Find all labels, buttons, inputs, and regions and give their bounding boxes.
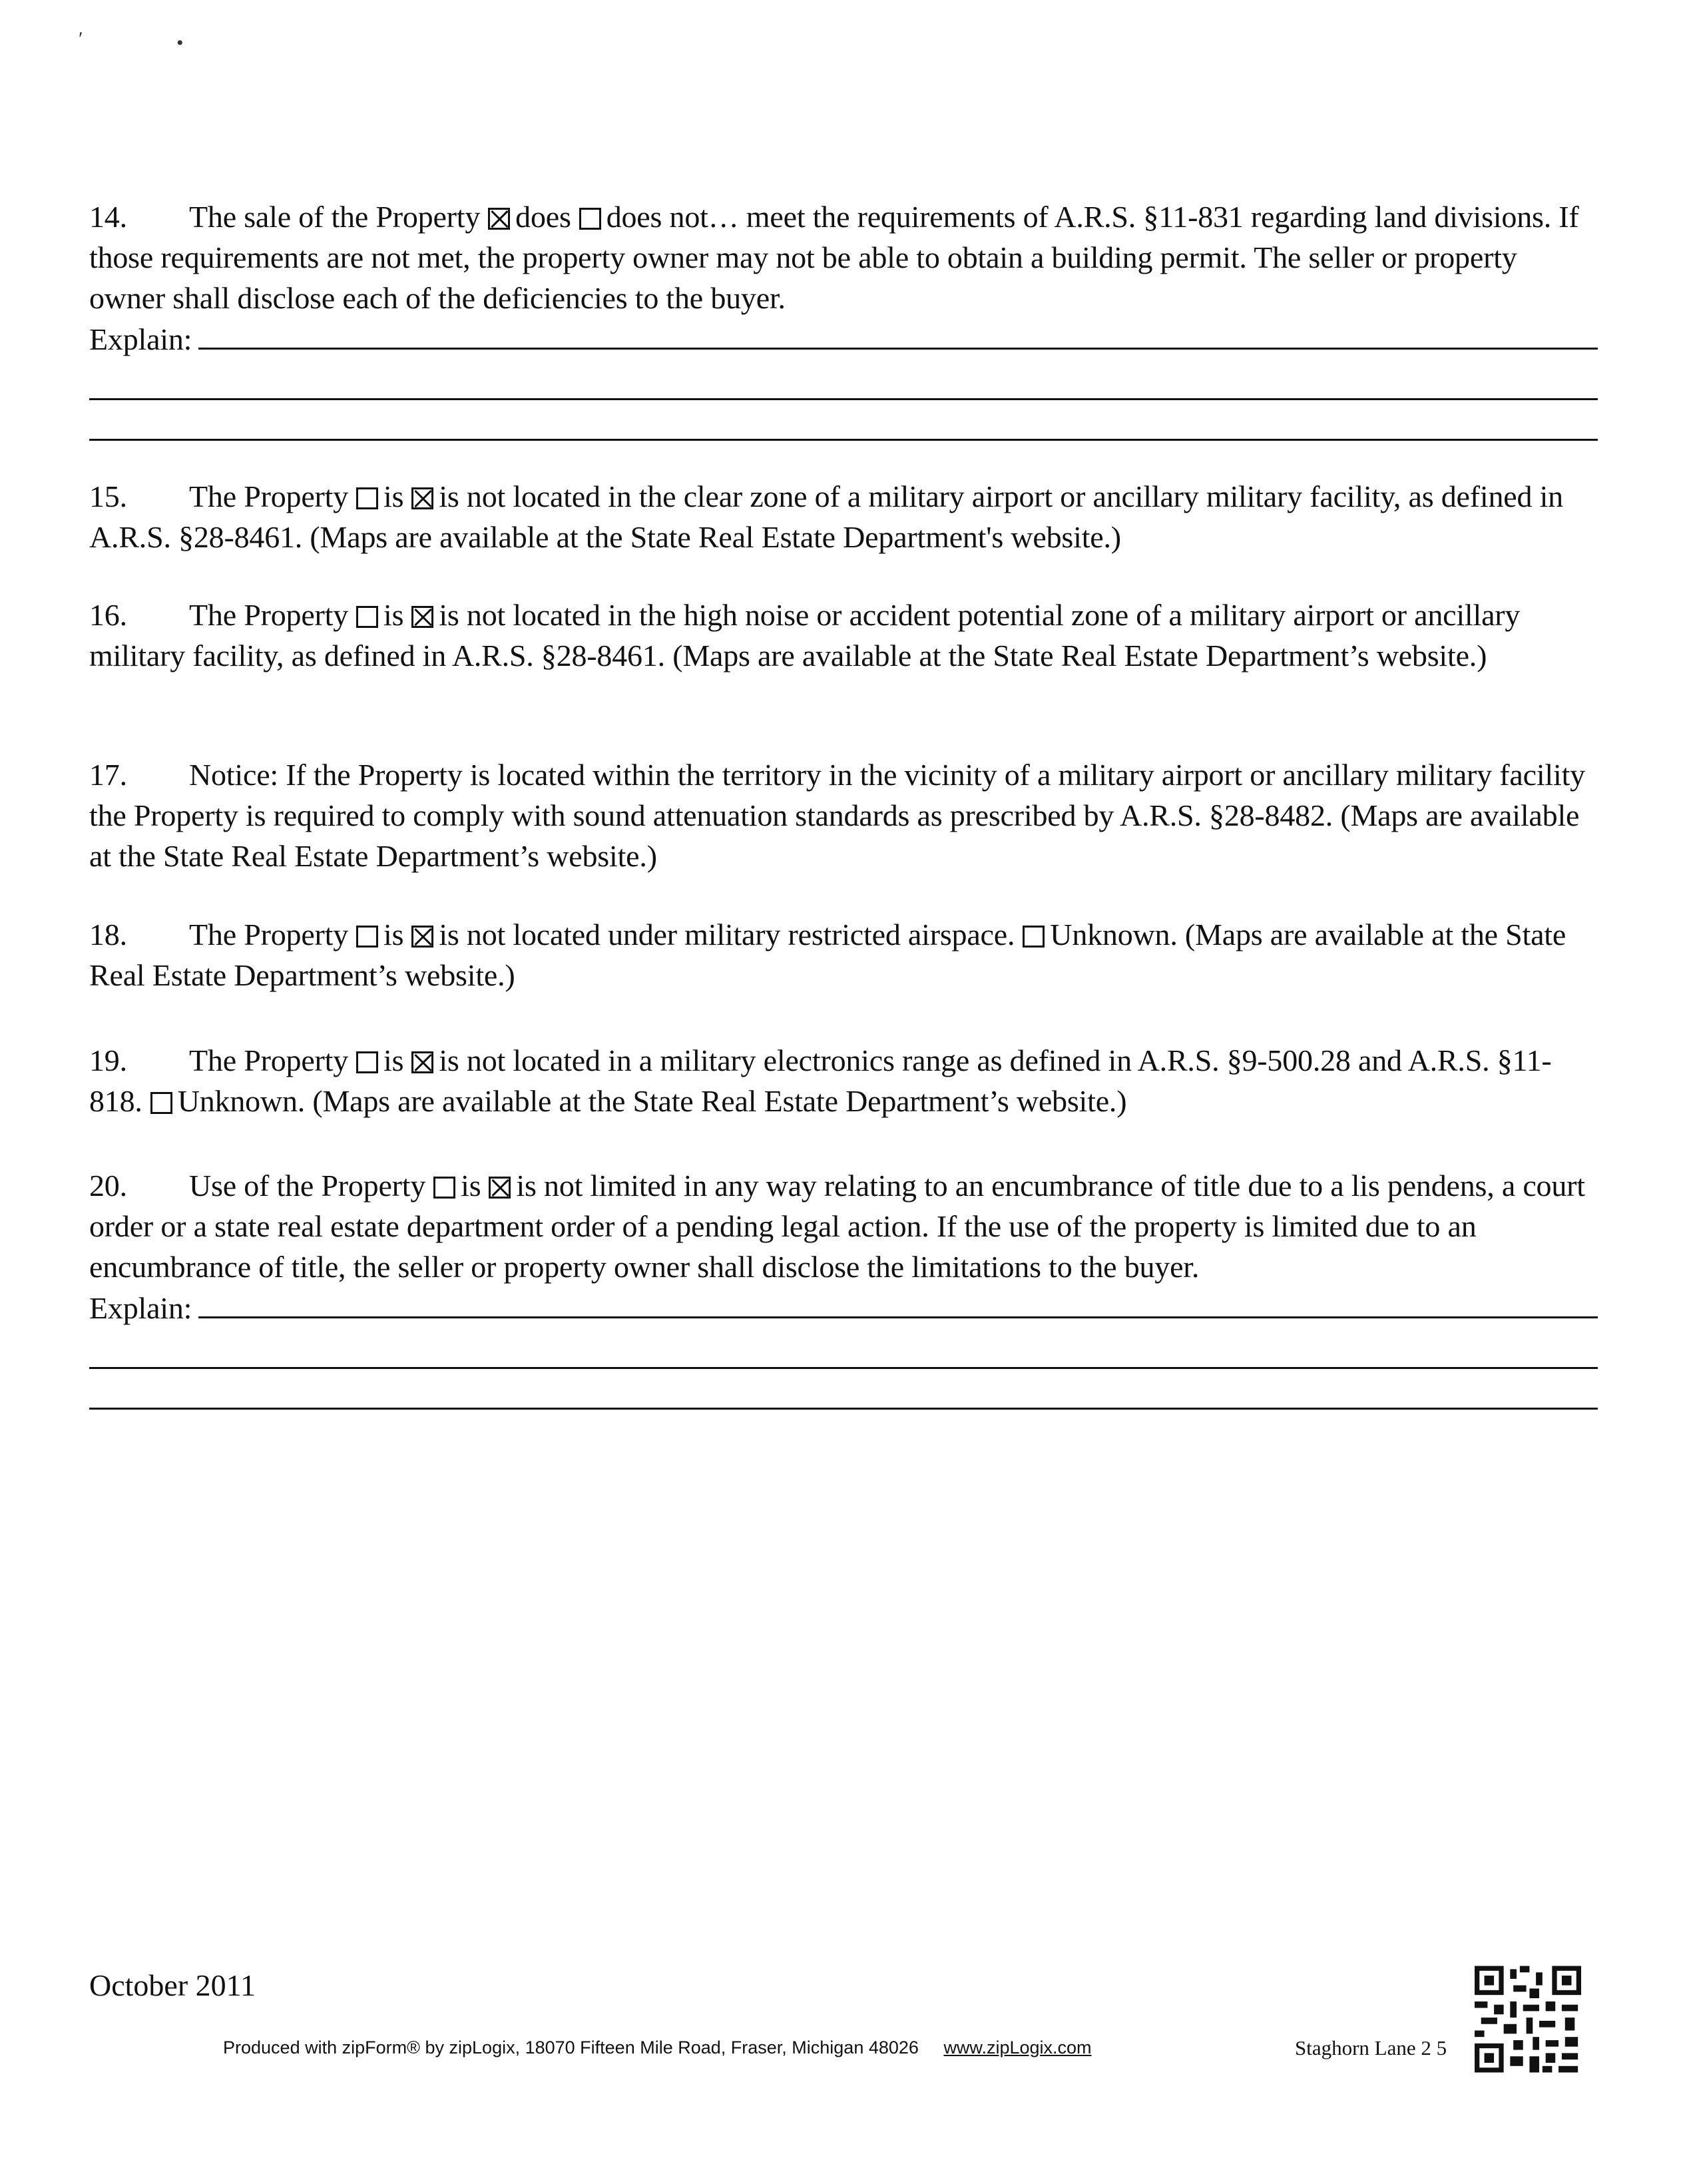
item-text [89,754,1598,876]
unchecked-checkbox[interactable] [1023,926,1045,948]
item-14 [89,196,1598,441]
item-20 [89,1165,1598,1410]
item-text [89,1040,1598,1121]
explain-label: Explain: [89,1291,192,1325]
item-text-segment: is not located under military restricted airspace. [439,918,1015,952]
explain-label: Explain: [89,322,192,356]
item-number: 17. [89,758,127,792]
item-text-segment: does not… meet the requirements of A.R.S. §11-831 regarding land divisions. If those requirements are not met, the property owner may not be able to obtain a building permit. The seller or property owner shall disclose each of the deficiencies to the buyer. [89,200,1579,315]
form-date: October 2011 [89,1968,256,2002]
item-text [89,476,1598,557]
item-15 [89,476,1598,557]
item-16 [89,595,1598,676]
explain-field[interactable] [89,318,1598,360]
item-text-segment: is not limited in any way relating to an encumbrance of title due to a lis pendens, a court order or a state real estate department order of a pending legal action. If the use of the property is limited due to an encumbrance of title, the seller or property owner shall disclose the limitations to the buyer. [89,1169,1585,1284]
item-text [89,595,1598,676]
item-number: 15. [89,479,127,513]
item-number: 19. [89,1043,127,1077]
explain-field[interactable] [89,1287,1598,1328]
item-number: 20. [89,1169,127,1203]
unchecked-checkbox[interactable] [356,926,378,948]
unchecked-checkbox[interactable] [356,1051,378,1073]
scan-mark: • [176,32,184,54]
explain-line[interactable] [89,400,1598,441]
explain-line[interactable] [198,1287,1598,1318]
item-18 [89,914,1598,995]
item-number: 16. [89,598,127,632]
item-text-segment: is [383,598,404,632]
item-text-segment: The Property [189,1043,349,1077]
explain-line[interactable] [89,1328,1598,1369]
ziplogix-link[interactable]: www.zipLogix.com [943,2038,1092,2057]
item-text [89,1165,1598,1287]
unchecked-checkbox[interactable] [150,1092,172,1114]
produced-with-text: Produced with zipForm® by zipLogix, 18070 Fifteen Mile Road, Fraser, Michigan 48026 [223,2038,919,2057]
checked-checkbox[interactable] [489,1177,511,1199]
explain-line[interactable] [89,1369,1598,1410]
item-text-segment: The Property [189,918,349,952]
item-text-segment: The sale of the Property [189,200,481,234]
checked-checkbox[interactable] [411,926,433,948]
item-text-segment: The Property [189,479,349,513]
item-text-segment: is not located in the high noise or accident potential zone of a military airport or ancillary military facility, as defined in A.R.S. §28-8461. (Maps are available at the State Real Estate Department’s website.) [89,598,1521,673]
checked-checkbox[interactable] [411,1051,433,1073]
checked-checkbox[interactable] [411,606,433,628]
item-text-segment: is [383,918,404,952]
item-text-segment: is [383,1043,404,1077]
item-text-segment: is [383,479,404,513]
item-text-segment: is [461,1169,481,1203]
unchecked-checkbox[interactable] [356,487,378,509]
item-text-segment: is not located in a military electronics range as defined in A.R.S. §9-500.28 and A.R.S. §11-818. [89,1043,1552,1118]
unchecked-checkbox[interactable] [433,1177,455,1199]
item-text-segment: Use of the Property [189,1169,426,1203]
item-text-segment: Notice: If the Property is located within the territory in the vicinity of a military airport or ancillary military facility the Property is required to comply with sound attenuation standards as prescribed by A.R.S. §28-8482. (Maps are available at the State Real Estate Department’s website.) [89,758,1585,873]
producer-footer [223,2038,1092,2058]
qr-code-icon [1475,1964,1581,2074]
checked-checkbox[interactable] [488,208,510,230]
item-text-segment: Unknown. (Maps are available at the State Real Estate Department’s website.) [177,1084,1127,1118]
item-text [89,196,1598,318]
scan-mark: ʹ [79,28,83,50]
item-text [89,914,1598,995]
item-number: 18. [89,918,127,952]
explain-line[interactable] [89,360,1598,400]
unchecked-checkbox[interactable] [356,606,378,628]
item-number: 14. [89,200,127,234]
item-text-segment: is not located in the clear zone of a military airport or ancillary military facility, as defined in A.R.S. §28-8461. (Maps are available at the State Real Estate Department's website.) [89,479,1563,554]
unchecked-checkbox[interactable] [579,208,601,230]
checked-checkbox[interactable] [411,487,433,509]
explain-line[interactable] [198,318,1598,350]
item-text-segment: Unknown. (Maps are available at the State Real Estate Department’s website.) [89,918,1566,992]
item-19 [89,1040,1598,1121]
item-text-segment: does [515,200,571,234]
item-text-segment: The Property [189,598,349,632]
item-17 [89,754,1598,876]
document-reference: Staghorn Lane 2 5 [1295,2036,1447,2059]
